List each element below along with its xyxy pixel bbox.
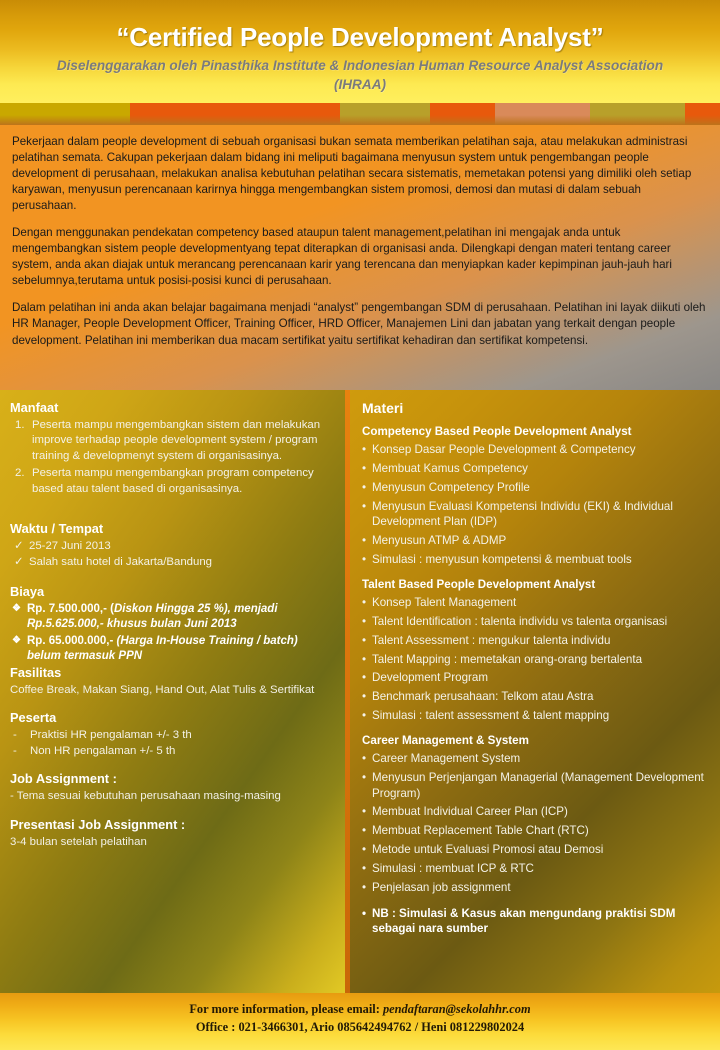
list-text: 25-27 Juni 2013: [29, 539, 111, 552]
list-text: Metode untuk Evaluasi Promosi atau Demosi: [372, 843, 604, 857]
list-item: [362, 552, 710, 567]
bullet-icon: •: [362, 595, 367, 609]
spacer: [10, 572, 333, 584]
list-item: [362, 670, 710, 685]
content-columns: [0, 390, 720, 993]
list-item: [10, 602, 333, 633]
list-text: Konsep Talent Management: [372, 595, 517, 609]
spacer: [10, 698, 333, 710]
page-subtitle: Diselenggarakan oleh Pinasthika Institute & Indonesian Human Resource Analyst Association (IHRAA): [56, 58, 664, 92]
list-item: [362, 480, 710, 495]
footer-email-line: [0, 1001, 720, 1019]
manfaat-list: [10, 418, 333, 497]
waktu-list: [10, 539, 333, 571]
materi-group-list: [362, 595, 710, 724]
list-item: [362, 708, 710, 723]
list-text: Praktisi HR pengalaman +/- 3 th: [30, 729, 192, 742]
list-item: [362, 499, 710, 530]
list-item: [362, 533, 710, 548]
bullet-icon: •: [362, 752, 367, 766]
fasilitas-text: Coffee Break, Makan Siang, Hand Out, Alat Tulis & Sertifikat: [10, 684, 315, 697]
right-column: [350, 390, 720, 993]
materi-group-list: [362, 751, 710, 895]
list-item: [362, 804, 710, 819]
spacer: [10, 759, 333, 771]
list-text: Simulasi : membuat ICP & RTC: [372, 862, 534, 876]
bullet-icon: •: [362, 461, 367, 475]
color-chip-strip: [0, 103, 720, 125]
materi-note-list: [362, 906, 710, 937]
color-chip: [0, 103, 130, 125]
list-item: [362, 880, 710, 895]
materi-group-list: [362, 442, 710, 567]
waktu-heading: Waktu / Tempat: [10, 520, 104, 536]
materi-heading: Materi: [362, 400, 404, 416]
bullet-icon: •: [362, 499, 367, 513]
dash-bullet-icon: -: [13, 729, 17, 742]
list-item: [362, 633, 710, 648]
page-title: “Certified People Development Analyst”: [116, 22, 604, 52]
list-text: Menyusun Competency Profile: [372, 480, 530, 494]
presentasi-text: 3-4 bulan setelah pelatihan: [10, 835, 147, 848]
list-text: Talent Mapping : memetakan orang-orang bertalenta: [372, 652, 643, 666]
group-title: Talent Based People Development Analyst: [362, 577, 596, 591]
biaya-list: [10, 602, 333, 664]
list-item: [362, 842, 710, 857]
bullet-icon: •: [362, 443, 367, 456]
list-text: Talent Assessment : mengukur talenta individu: [372, 633, 611, 647]
list-item: [362, 861, 710, 876]
list-item: [10, 634, 333, 665]
list-text: Career Management System: [372, 752, 521, 766]
spacer: [10, 499, 333, 521]
list-text: Salah satu hotel di Jakarta/Bandung: [29, 556, 213, 569]
list-text: Simulasi : menyusun kompetensi & membuat tools: [372, 552, 632, 566]
bullet-icon: •: [362, 771, 367, 785]
list-text: Menyusun Perjenjangan Managerial (Management Development Program): [372, 771, 704, 800]
color-chip: [685, 103, 720, 125]
color-chip: [430, 103, 495, 125]
fasilitas-heading: Fasilitas: [10, 665, 62, 681]
contact-email[interactable]: pendaftaran@sekolahhr.com: [382, 1002, 531, 1016]
bullet-icon: •: [362, 824, 367, 838]
color-chip: [340, 103, 430, 125]
peserta-list: [10, 728, 333, 759]
list-item: [10, 466, 333, 497]
list-text: Non HR pengalaman +/- 5 th: [30, 744, 176, 757]
color-chip: [495, 103, 590, 125]
check-icon: ✓: [14, 556, 24, 569]
list-text: Rp. 65.000.000,- (Harga In-House Training / batch) belum termasuk PPN: [27, 634, 298, 662]
list-text: Benchmark perusahaan: Telkom atau Astra: [372, 690, 594, 704]
color-chip: [590, 103, 685, 125]
bullet-icon: •: [362, 552, 367, 566]
list-item: [362, 461, 710, 476]
bullet-icon: •: [362, 709, 367, 723]
presentasi-heading: Presentasi Job Assignment :: [10, 816, 186, 832]
list-text: Penjelasan job assignment: [372, 881, 511, 895]
bullet-icon: •: [362, 480, 367, 494]
spacer: [10, 805, 333, 817]
bullet-icon: •: [362, 534, 367, 548]
check-icon: ✓: [14, 539, 24, 552]
dash-bullet-icon: -: [13, 744, 17, 757]
bullet-icon: •: [362, 843, 367, 857]
bullet-icon: •: [362, 881, 367, 895]
list-text: Menyusun Evaluasi Kompetensi Individu (EKI) & Individual Development Plan (IDP): [372, 499, 673, 529]
job-assignment-text: - Tema sesuai kebutuhan perusahaan masing-masing: [10, 790, 281, 803]
list-text: Membuat Replacement Table Chart (RTC): [372, 824, 589, 838]
bullet-icon: •: [362, 633, 367, 647]
list-item: [362, 751, 710, 766]
peserta-heading: Peserta: [10, 710, 57, 726]
list-number: 2.: [15, 467, 25, 480]
list-item: [362, 770, 710, 801]
list-text: Konsep Dasar People Development & Competency: [372, 443, 636, 456]
list-item: [10, 744, 333, 760]
list-item: [362, 689, 710, 704]
list-item: [10, 728, 333, 744]
intro-paragraph: Pekerjaan dalam people development di sebuah organisasi bukan semata memberikan pelatihan saja, atau melakukan administrasi pelatihan semata. Cakupan pekerjaan dalam bidang ini meliputi bagaimana menyusun system untuk pengembangan people development di perusahaan, melakukan analisa kebutuhan pelatihan secara sistematis, memetakan potensi yang dimiliki oleh setiap karyawan, menyusun perencanaan karirnya hingga mengembangkan sistem promosi, demosi dan mutasi di dalam sebuah perusahaan.: [12, 135, 692, 213]
list-item: [362, 442, 710, 457]
list-item: [362, 823, 710, 838]
bullet-icon: •: [362, 652, 367, 666]
manfaat-heading: Manfaat: [10, 400, 59, 415]
list-text: Rp. 7.500.000,- (Diskon Hingga 25 %), menjadi Rp.5.625.000,- khusus bulan Juni 2013: [27, 602, 278, 631]
list-text: Talent Identification : talenta individu vs talenta organisasi: [372, 614, 668, 628]
list-item: [10, 539, 333, 555]
footer-email-label: For more information, please email:: [189, 1002, 383, 1016]
header-banner: [0, 0, 720, 103]
footer-phone-line: Office : 021-3466301, Ario 085642494762 / Heni 081229802024: [195, 1019, 525, 1034]
bullet-icon: •: [362, 862, 367, 876]
group-title: Competency Based People Development Analyst: [362, 425, 632, 438]
biaya-heading: Biaya: [10, 583, 45, 599]
list-item: [362, 652, 710, 667]
list-text: Membuat Kamus Competency: [372, 461, 528, 475]
bullet-icon: •: [362, 614, 367, 628]
note-text: NB : Simulasi & Kasus akan mengundang praktisi SDM sebagai nara sumber: [372, 906, 676, 936]
list-item: [362, 614, 710, 629]
bullet-icon: •: [362, 805, 367, 819]
list-item: [10, 418, 333, 464]
group-title: Career Management & System: [362, 734, 529, 748]
footer-contact: [0, 993, 720, 1050]
color-chip: [130, 103, 340, 125]
left-column: [0, 390, 345, 993]
intro-text-panel: [0, 125, 720, 390]
list-text: Membuat Individual Career Plan (ICP): [372, 805, 568, 819]
bullet-icon: •: [362, 690, 367, 704]
diamond-bullet-icon: ❖: [12, 634, 21, 646]
intro-paragraph: Dalam pelatihan ini anda akan belajar bagaimana menjadi “analyst” pengembangan SDM di perusahaan. Pelatihan ini layak diikuti oleh HR Manager, People Development Officer, Training Officer, HRD Officer, Manajemen Lini dan jabatan yang terkait dengan people development. Pelatihan ini memberikan dua macam sertifikat yaitu sertifikat kehadiran dan sertifikat kompetensi.: [12, 301, 706, 347]
list-number: 1.: [15, 419, 25, 431]
list-text: Peserta mampu mengembangkan program competency based atau talent based di organisasinya.: [32, 467, 314, 495]
list-item: [362, 595, 710, 610]
diamond-bullet-icon: ❖: [12, 602, 21, 614]
list-text: Peserta mampu mengembangkan sistem dan melakukan improve terhadap people development system / program training & developmenyt system di organisasinya.: [32, 419, 321, 462]
intro-paragraph: Dengan menggunakan pendekatan competency based ataupun talent management,pelatihan ini mengajak anda untuk mengembangkan sistem people developmentyang tepat diterapkan di organisasi anda. Dilengkapi dengan materi tentang career system, anda akan diajak untuk merancang perencanaan karir yang terencana dan menyiapkan kader kepimpinan jauh-jauh hari sebelumnya,terutama untuk posisi-posisi kunci di perusahaan.: [12, 226, 672, 288]
list-text: Development Program: [372, 671, 488, 685]
job-assignment-heading: Job Assignment :: [10, 771, 117, 787]
spacer: [362, 571, 710, 578]
spacer: [362, 727, 710, 734]
bullet-icon: •: [362, 671, 367, 685]
list-item: [362, 906, 710, 937]
list-text: Menyusun ATMP & ADMP: [372, 534, 507, 548]
bullet-icon: •: [362, 906, 367, 920]
spacer: [362, 899, 710, 906]
list-item: [10, 555, 333, 571]
list-text: Simulasi : talent assessment & talent mapping: [372, 709, 610, 723]
